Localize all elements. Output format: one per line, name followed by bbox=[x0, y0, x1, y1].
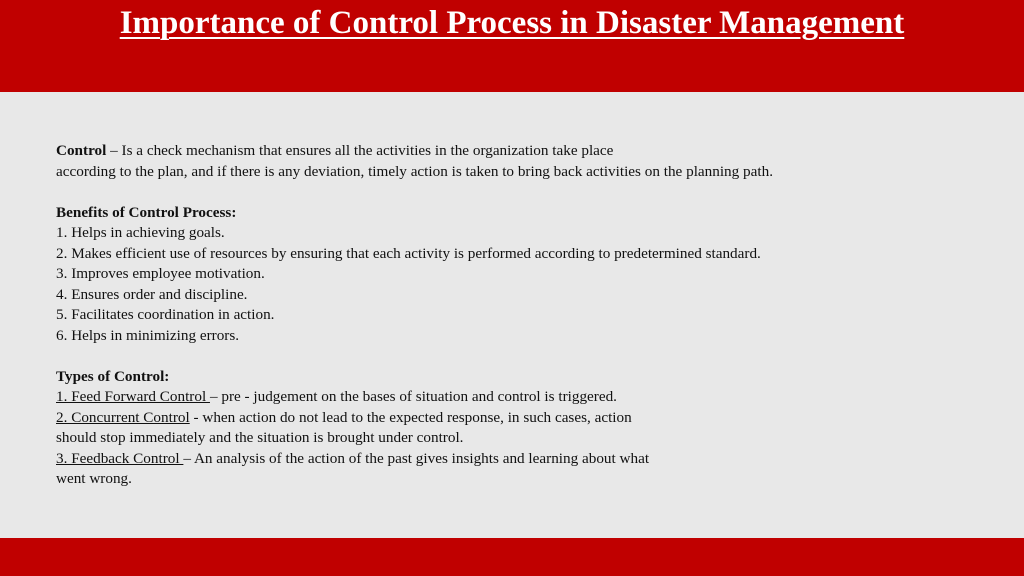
footer-bar bbox=[0, 538, 1024, 576]
definition-line-2: according to the plan, and if there is any deviation, timely action is taken to bring back activities on the planning path. bbox=[56, 162, 773, 180]
definition-term: Control bbox=[56, 142, 107, 159]
feed-forward-text: – pre - judgement on the bases of situation and control is triggered. bbox=[209, 388, 617, 405]
benefit-item: 4. Ensures order and discipline. bbox=[56, 285, 248, 303]
feedback-label: 3. Feedback Control bbox=[56, 449, 184, 467]
slide-body bbox=[56, 141, 956, 490]
benefit-item: 2. Makes efficient use of resources by ensuring that each activity is performed according to predetermined standard. bbox=[56, 244, 761, 262]
type-feedback bbox=[56, 449, 956, 470]
concurrent-label: 2. Concurrent Control bbox=[56, 408, 190, 426]
feedback-text: – An analysis of the action of the past gives insights and learning about what bbox=[183, 449, 650, 467]
definition-text-1: – Is a check mechanism that ensures all the activities in the organization take place bbox=[106, 142, 614, 159]
benefit-item: 1. Helps in achieving goals. bbox=[56, 224, 225, 241]
benefit-item: 3. Improves employee motivation. bbox=[56, 265, 265, 282]
benefit-item: 6. Helps in minimizing errors. bbox=[56, 326, 240, 344]
type-feed-forward bbox=[56, 387, 956, 408]
page-title: Importance of Control Process in Disaster Management bbox=[119, 5, 905, 41]
concurrent-text: - when action do not lead to the expected response, in such cases, action bbox=[189, 408, 632, 426]
benefit-item: 5. Facilitates coordination in action. bbox=[56, 306, 275, 323]
concurrent-text-2: should stop immediately and the situation is brought under control. bbox=[56, 429, 464, 446]
feed-forward-label: 1. Feed Forward Control bbox=[56, 388, 210, 405]
feedback-text-2: went wrong. bbox=[56, 470, 132, 487]
definition-line-1 bbox=[56, 141, 956, 162]
type-concurrent bbox=[56, 408, 956, 429]
header-bar bbox=[0, 0, 1024, 92]
benefits-heading: Benefits of Control Process: bbox=[56, 203, 237, 221]
types-heading: Types of Control: bbox=[56, 367, 170, 385]
